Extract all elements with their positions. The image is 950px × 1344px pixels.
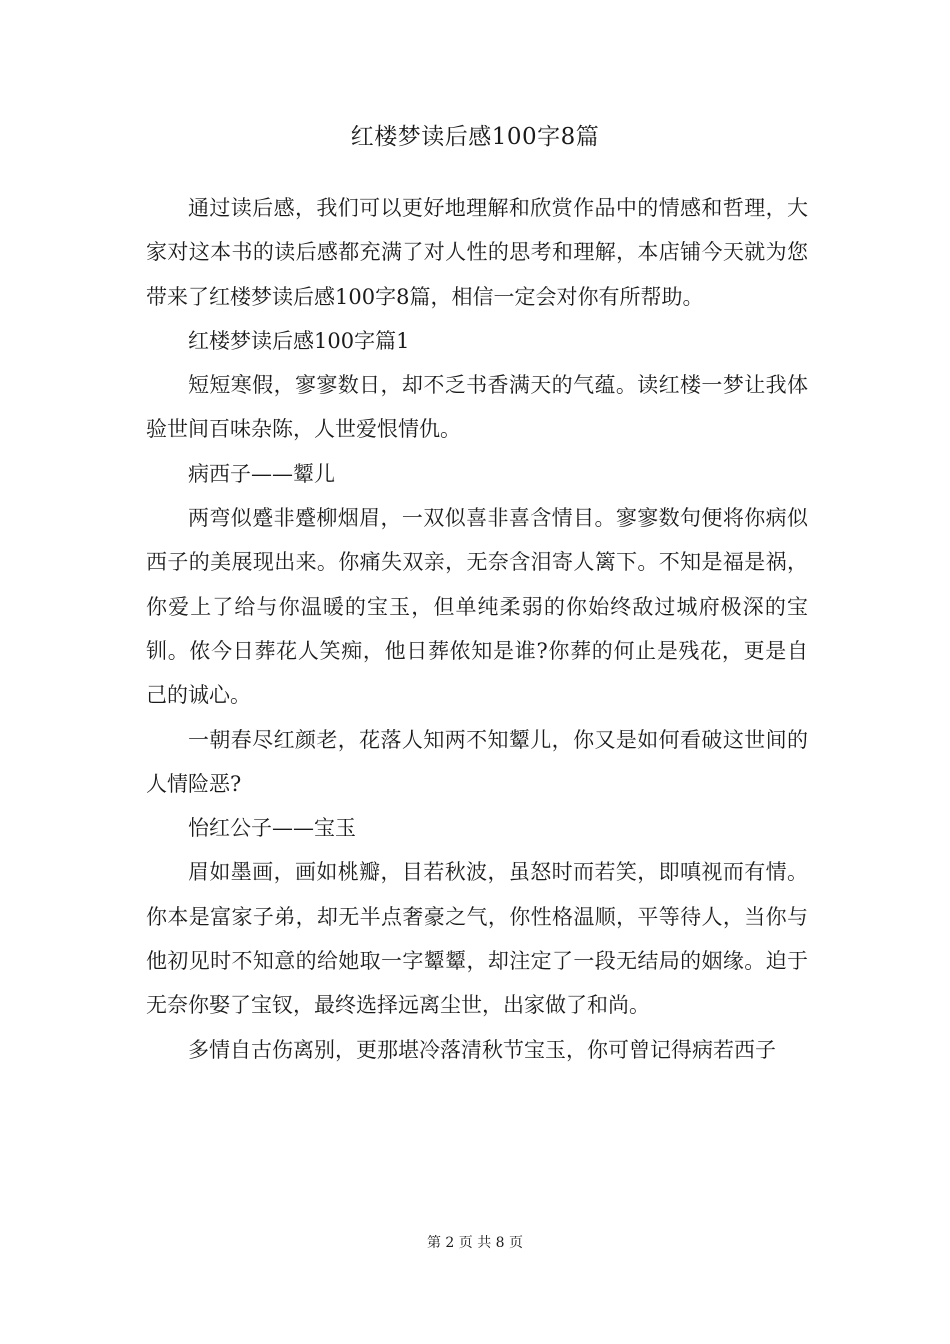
body-paragraph: 眉如墨画，画如桃瓣，目若秋波，虽怒时而若笑，即嗔视而有情。你本是富家子弟，却无半点奢豪之气，你性格温顺，平等待人，当你与他初见时不知意的给她取一字颦颦，却注定了一段无结局的姻缘。迫于无奈你娶了宝钗，最终选择远离尘世，出家做了和尚。: [146, 860, 808, 1018]
page-footer: [0, 1232, 950, 1252]
document-title: 红楼梦读后感100字8篇: [350, 124, 600, 150]
footer-mid: 页 共: [458, 1235, 492, 1251]
subsection-heading: 病西子——颦儿: [188, 461, 335, 486]
intro-paragraph: 通过读后感，我们可以更好地理解和欣赏作品中的情感和哲理，大家对这本书的读后感都充满了对人性的思考和理解，本店铺今天就为您带来了红楼梦读后感100字8篇，相信一定会对你有所帮助。: [146, 196, 808, 309]
footer-prefix: 第: [426, 1235, 441, 1251]
body-paragraph: 一朝春尽红颜老，花落人知两不知颦儿，你又是如何看破这世间的人情险恶?: [146, 727, 808, 796]
section-heading: 红楼梦读后感100字篇1: [188, 328, 410, 353]
page-number: 2: [445, 1235, 455, 1251]
subsection-heading: 怡红公子——宝玉: [188, 816, 356, 841]
body-paragraph: 两弯似蹙非蹙柳烟眉，一双似喜非喜含情目。寥寥数句便将你病似西子的美展现出来。你痛失双亲，无奈含泪寄人篱下。不知是福是祸，你爱上了给与你温暖的宝玉，但单纯柔弱的你始终敌过城府极深的宝钏。侬今日葬花人笑痴，他日葬侬知是谁?你葬的何止是残花，更是自己的诚心。: [146, 506, 808, 708]
page-total: 8: [495, 1235, 505, 1251]
document-body: [146, 186, 808, 1072]
body-paragraph: 短短寒假，寥寥数日，却不乏书香满天的气蕴。读红楼一梦让我体验世间百味杂陈，人世爱恨情仇。: [146, 373, 808, 442]
footer-suffix: 页: [509, 1235, 524, 1251]
body-paragraph: 多情自古伤离别，更那堪冷落清秋节宝玉，你可曾记得病若西子: [188, 1037, 776, 1062]
